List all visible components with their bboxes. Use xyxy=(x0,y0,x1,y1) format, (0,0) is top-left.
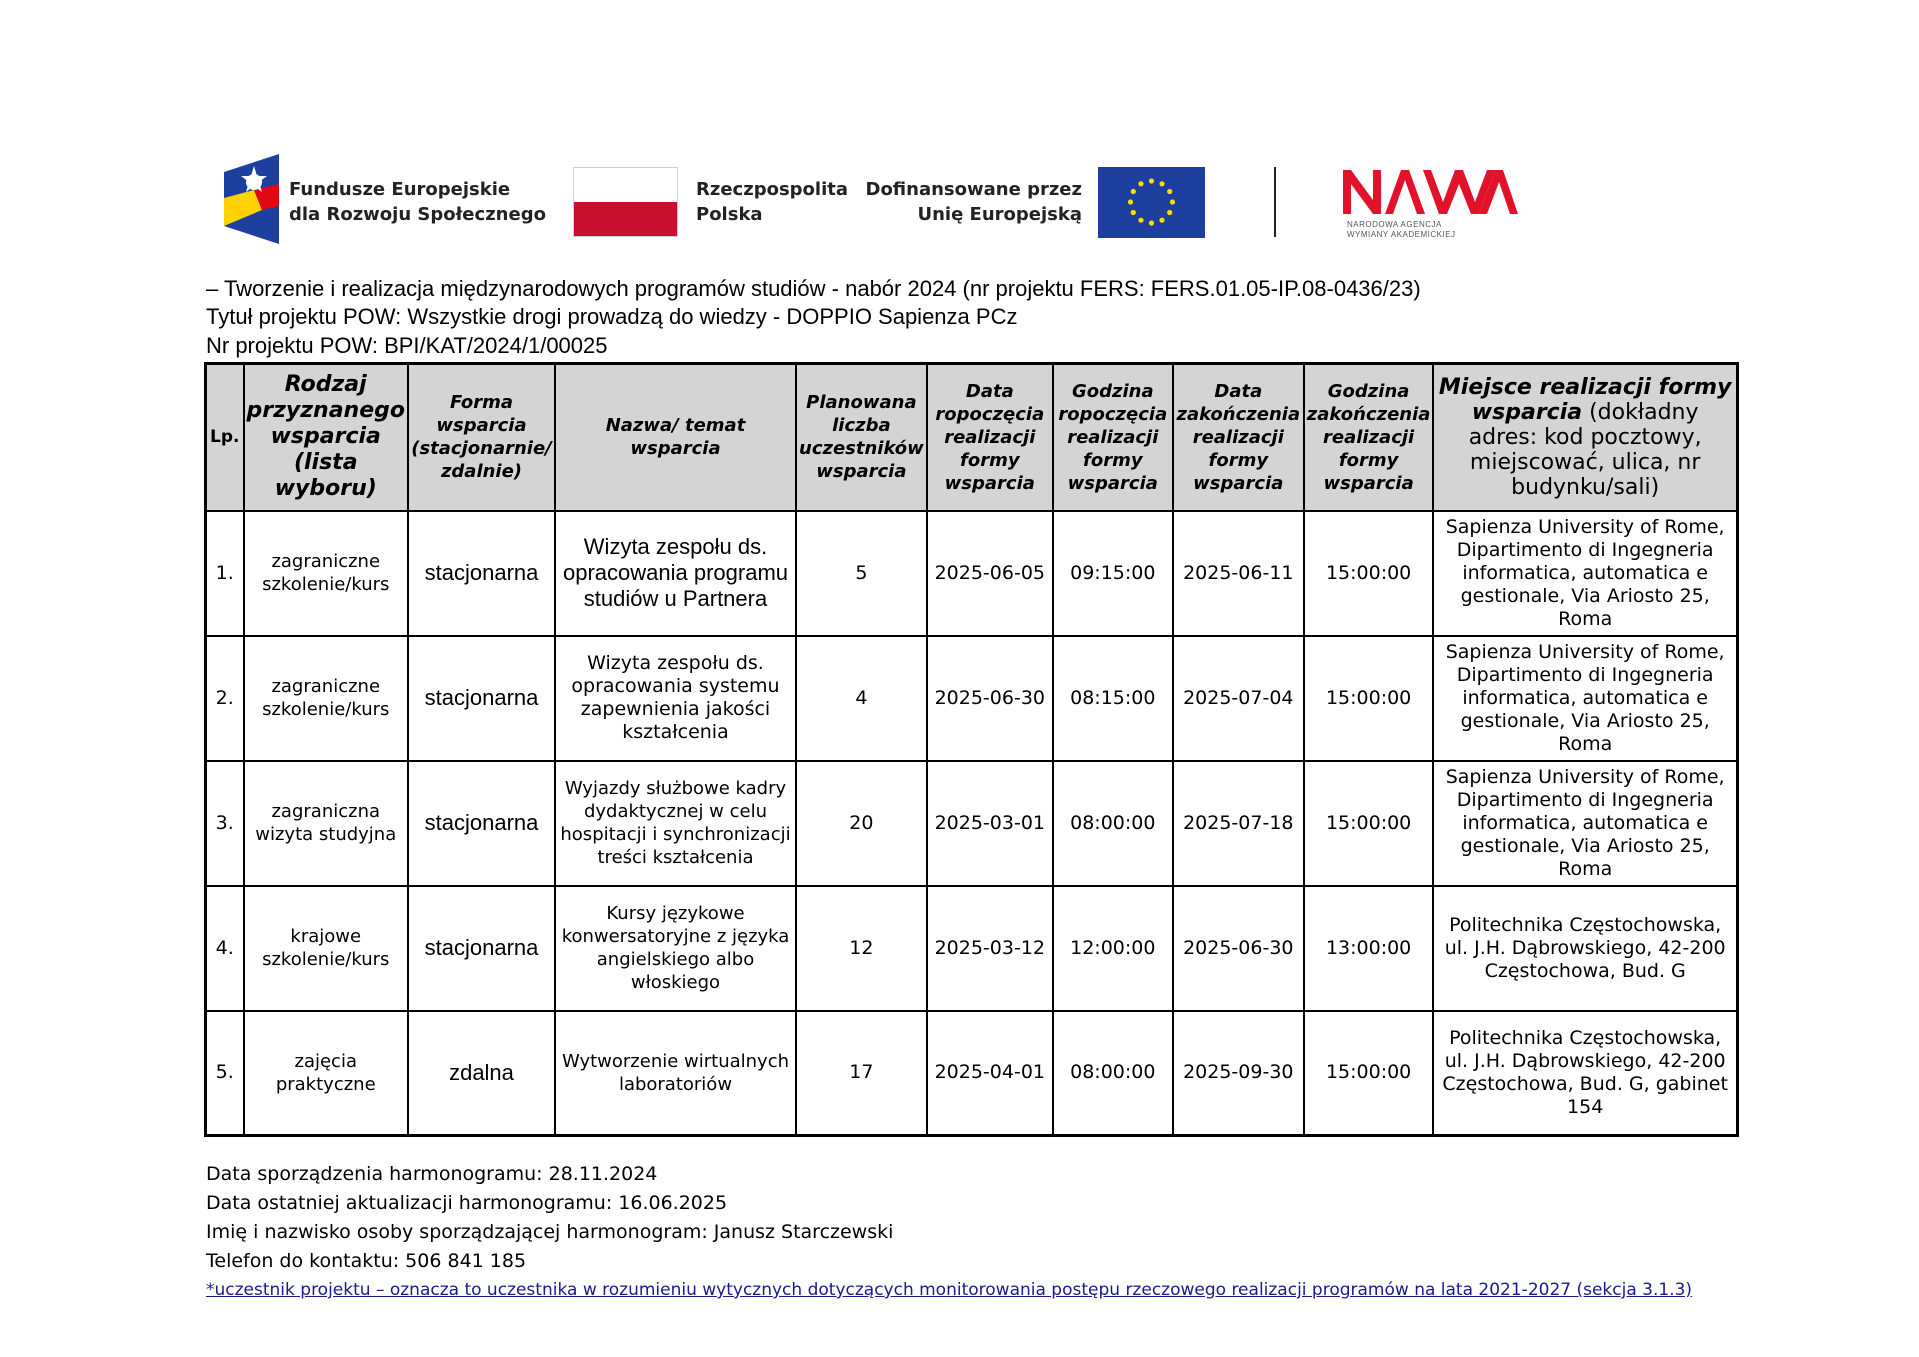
cell-nazwa: Wyjazdy służbowe kadry dydaktycznej w celu hospitacji i synchronizacji treści kształcenia xyxy=(555,761,796,886)
cell-lp: 5. xyxy=(206,1011,244,1136)
project-title-line: Tytuł projektu POW: Wszystkie drogi prowadzą do wiedzy - DOPPIO Sapienza PCz xyxy=(206,304,1018,329)
contact-phone: Telefon do kontaktu: 506 841 185 xyxy=(206,1250,527,1272)
table-header-row xyxy=(206,364,1738,511)
pl-logo-text: Rzeczpospolita Polska xyxy=(696,179,848,225)
cell-forma: zdalna xyxy=(408,1011,555,1136)
header-rodzaj: Rodzaj przyznanego wsparcia (lista wyboru) xyxy=(244,364,409,511)
cropped-text-line xyxy=(206,260,1206,268)
cell-godz-start: 09:15:00 xyxy=(1053,511,1173,636)
header-miejsce xyxy=(1433,364,1737,511)
table-row xyxy=(206,1011,1738,1136)
cell-liczba: 20 xyxy=(796,761,927,886)
cell-data-start: 2025-06-05 xyxy=(927,511,1053,636)
cell-forma: stacjonarna xyxy=(408,886,555,1011)
nawa-logo-icon xyxy=(1343,166,1518,214)
fe-logo-text: Fundusze Europejskie dla Rozwoju Społecznego xyxy=(289,179,546,225)
cell-liczba: 12 xyxy=(796,886,927,1011)
cell-data-start: 2025-03-01 xyxy=(927,761,1053,886)
cell-nazwa: Wytworzenie wirtualnych laboratoriów xyxy=(555,1011,796,1136)
cell-miejsce: Sapienza University of Rome, Dipartimento di Ingegneria informatica, automatica e gestionale, Via Ariosto 25, Roma xyxy=(1433,761,1737,886)
cell-miejsce: Politechnika Częstochowska, ul. J.H. Dąbrowskiego, 42-200 Częstochowa, Bud. G xyxy=(1433,886,1737,1011)
cell-lp: 3. xyxy=(206,761,244,886)
header-nazwa: Nazwa/ temat wsparcia xyxy=(555,364,796,511)
cell-miejsce: Sapienza University of Rome, Dipartimento di Ingegneria informatica, automatica e gestionale, Via Ariosto 25, Roma xyxy=(1433,636,1737,761)
cell-data-end: 2025-06-30 xyxy=(1173,886,1304,1011)
header-godz-start: Godzina ropoczęcia realizacji formy wsparcia xyxy=(1053,364,1173,511)
eu-flag-icon xyxy=(1098,167,1205,238)
cell-godz-start: 08:00:00 xyxy=(1053,761,1173,886)
cell-liczba: 4 xyxy=(796,636,927,761)
header-miejsce-bold: Miejsce realizacji formy wsparcia xyxy=(1438,374,1732,425)
cell-data-end: 2025-09-30 xyxy=(1173,1011,1304,1136)
program-line: – Tworzenie i realizacja międzynarodowych programów studiów - nabór 2024 (nr projektu FERS: FERS.01.05-IP.08-0436/23) xyxy=(206,276,1421,301)
cell-data-start: 2025-06-30 xyxy=(927,636,1053,761)
fundusze-europejskie-logo-icon xyxy=(224,154,279,244)
schedule-table xyxy=(204,362,1739,1137)
header-liczba: Planowana liczba uczestników wsparcia xyxy=(796,364,927,511)
header-godz-end: Godzina zakończenia realizacji formy wsparcia xyxy=(1304,364,1434,511)
cell-godz-start: 08:00:00 xyxy=(1053,1011,1173,1136)
table-row xyxy=(206,761,1738,886)
cell-godz-end: 15:00:00 xyxy=(1304,761,1434,886)
logo-bar xyxy=(0,150,1919,250)
cell-nazwa: Kursy językowe konwersatoryjne z języka angielskiego albo włoskiego xyxy=(555,886,796,1011)
cell-data-end: 2025-06-11 xyxy=(1173,511,1304,636)
cell-rodzaj: zagraniczne szkolenie/kurs xyxy=(244,511,409,636)
cell-liczba: 5 xyxy=(796,511,927,636)
date-updated: Data ostatniej aktualizacji harmonogramu: 16.06.2025 xyxy=(206,1192,728,1214)
polish-flag-icon xyxy=(573,167,678,237)
eu-funding-text: Dofinansowane przez Unię Europejską xyxy=(865,179,1082,225)
table-row xyxy=(206,636,1738,761)
cell-lp: 1. xyxy=(206,511,244,636)
cell-liczba: 17 xyxy=(796,1011,927,1136)
cell-lp: 2. xyxy=(206,636,244,761)
cell-miejsce: Politechnika Częstochowska, ul. J.H. Dąbrowskiego, 42-200 Częstochowa, Bud. G, gabinet 154 xyxy=(1433,1011,1737,1136)
table-row xyxy=(206,886,1738,1011)
header-lp: Lp. xyxy=(206,364,244,511)
cell-nazwa: Wizyta zespołu ds. opracowania systemu zapewnienia jakości kształcenia xyxy=(555,636,796,761)
cell-godz-end: 15:00:00 xyxy=(1304,1011,1434,1136)
cell-rodzaj: krajowe szkolenie/kurs xyxy=(244,886,409,1011)
cell-rodzaj: zajęcia praktyczne xyxy=(244,1011,409,1136)
cell-forma: stacjonarna xyxy=(408,761,555,886)
header-forma: Forma wsparcia (stacjonarnie/ zdalnie) xyxy=(408,364,555,511)
cell-lp: 4. xyxy=(206,886,244,1011)
cell-forma: stacjonarna xyxy=(408,636,555,761)
header-miejsce-rest: (dokładny adres: kod pocztowy, miejscować, ulica, nr budynku/sali) xyxy=(1468,399,1702,500)
cell-rodzaj: zagraniczne szkolenie/kurs xyxy=(244,636,409,761)
nawa-subtitle: NARODOWA AGENCJA WYMIANY AKADEMICKIEJ xyxy=(1347,220,1456,239)
header-data-end: Data zakończenia realizacji formy wsparcia xyxy=(1173,364,1304,511)
participant-footnote-link[interactable]: *uczestnik projektu – oznacza to uczestnika w rozumieniu wytycznych dotyczących monitorowania postępu rzeczowego realizacji programów na lata 2021-2027 (sekcja 3.1.3) xyxy=(206,1280,1693,1300)
author-name: Imię i nazwisko osoby sporządzającej harmonogram: Janusz Starczewski xyxy=(206,1221,894,1243)
table-row xyxy=(206,511,1738,636)
date-created: Data sporządzenia harmonogramu: 28.11.2024 xyxy=(206,1163,658,1185)
header-data-start: Data ropoczęcia realizacji formy wsparcia xyxy=(927,364,1053,511)
cell-nazwa: Wizyta zespołu ds. opracowania programu studiów u Partnera xyxy=(555,511,796,636)
cell-godz-end: 13:00:00 xyxy=(1304,886,1434,1011)
cell-data-end: 2025-07-18 xyxy=(1173,761,1304,886)
cell-data-start: 2025-03-12 xyxy=(927,886,1053,1011)
project-number-line: Nr projektu POW: BPI/KAT/2024/1/00025 xyxy=(206,333,608,358)
cell-miejsce: Sapienza University of Rome, Dipartimento di Ingegneria informatica, automatica e gestionale, Via Ariosto 25, Roma xyxy=(1433,511,1737,636)
cell-rodzaj: zagraniczna wizyta studyjna xyxy=(244,761,409,886)
cell-godz-start: 12:00:00 xyxy=(1053,886,1173,1011)
cell-godz-start: 08:15:00 xyxy=(1053,636,1173,761)
cell-forma: stacjonarna xyxy=(408,511,555,636)
cell-godz-end: 15:00:00 xyxy=(1304,511,1434,636)
logo-divider xyxy=(1274,167,1276,237)
cell-data-start: 2025-04-01 xyxy=(927,1011,1053,1136)
cell-godz-end: 15:00:00 xyxy=(1304,636,1434,761)
cell-data-end: 2025-07-04 xyxy=(1173,636,1304,761)
